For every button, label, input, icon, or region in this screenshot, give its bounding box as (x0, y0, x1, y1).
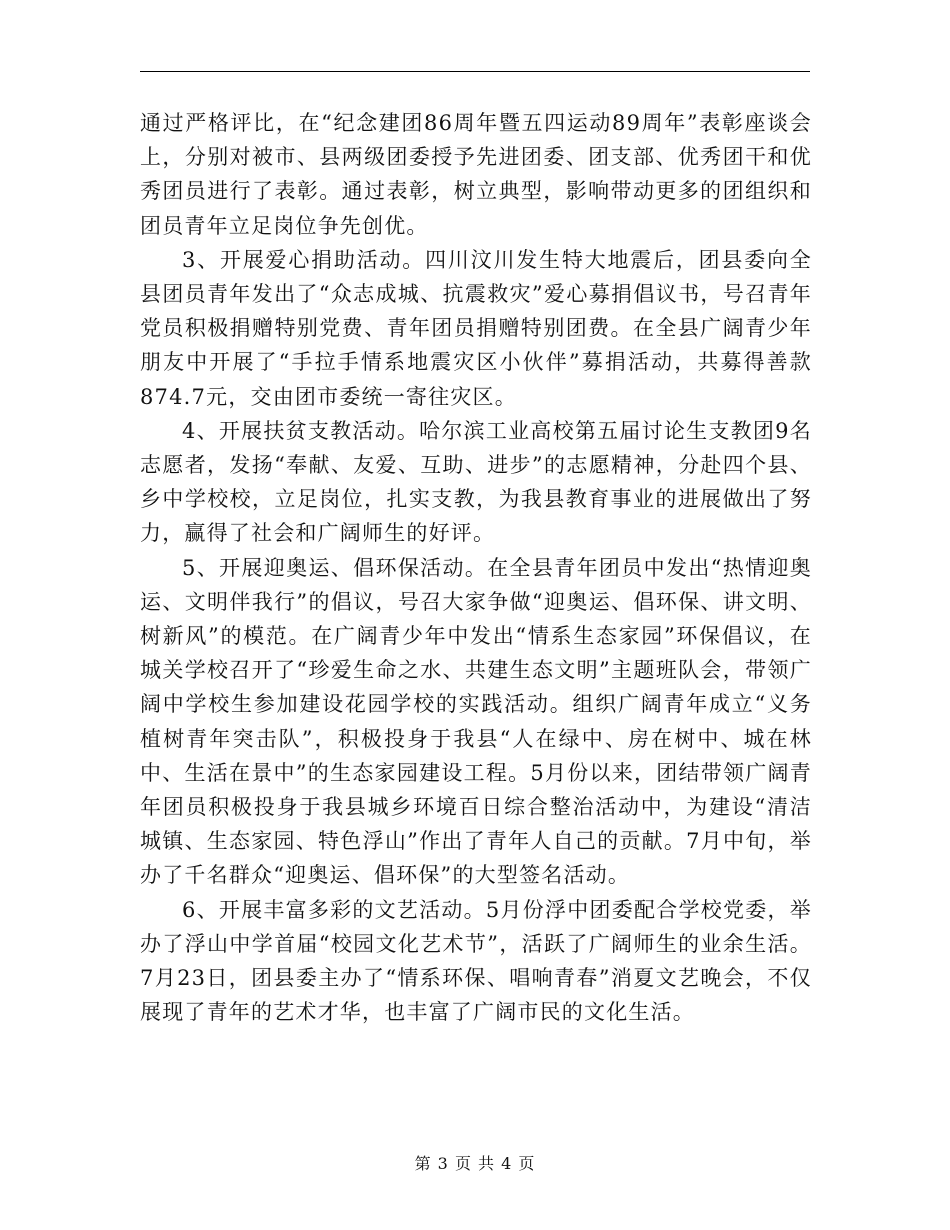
paragraph-donation: 3、开展爱心捐助活动。四川汶川发生特大地震后，团县委向全县团员青年发出了“众志成城、抗震救灾”爱心募捐倡议书，号召青年党员积极捐赠特别党费、青年团员捐赠特别团费。在全县广阔青少年朋友中开展了“手拉手情系地震灾区小伙伴”募捐活动，共募得善款874.7元，交由团市委统一寄往灾区。 (140, 247, 812, 409)
page-number-footer: 第 3 页 共 4 页 (414, 1154, 536, 1173)
header-rule (140, 71, 810, 72)
paragraph-continued: 通过严格评比，在“纪念建团86周年暨五四运动89周年”表彰座谈会上，分别对被市、县两级团委授予先进团委、团支部、优秀团干和优秀团员进行了表彰。通过表彰，树立典型，影响带动更多的团组织和团员青年立足岗位争先创优。 (140, 111, 812, 238)
paragraph-olympics-environment: 5、开展迎奥运、倡环保活动。在全县青年团员中发出“热情迎奥运、文明伴我行”的倡议，号召大家争做“迎奥运、倡环保、讲文明、树新风”的模范。在广阔青少年中发出“情系生态家园”环保倡议，在城关学校召开了“珍爱生命之水、共建生态文明”主题班队会，带领广阔中学校生参加建设花园学校的实践活动。组织广阔青年成立“义务植树青年突击队”，积极投身于我县“人在绿中、房在树中、城在林中、生活在景中”的生态家园建设工程。5月份以来，团结带领广阔青年团员积极投身于我县城乡环境百日综合整治活动中，为建设“清洁城镇、生态家园、特色浮山”作出了青年人自己的贡献。7月中旬，举办了千名群众“迎奥运、倡环保”的大型签名活动。 (140, 555, 812, 888)
paragraph-volunteer-teaching: 4、开展扶贫支教活动。哈尔滨工业高校第五届讨论生支教团9名志愿者，发扬“奉献、友爱、互助、进步”的志愿精神，分赴四个县、乡中学校校，立足岗位，扎实支教，为我县教育事业的进展做出了努力，赢得了社会和广阔师生的好评。 (140, 418, 812, 546)
document-body (140, 106, 812, 1029)
paragraph-cultural-activities: 6、开展丰富多彩的文艺活动。5月份浮中团委配合学校党委，举办了浮山中学首届“校园文化艺术节”，活跃了广阔师生的业余生活。7月23日，团县委主办了“情系环保、唱响青春”消夏文艺晚会，不仅展现了青年的艺术才华，也丰富了广阔市民的文化生活。 (140, 897, 812, 1025)
